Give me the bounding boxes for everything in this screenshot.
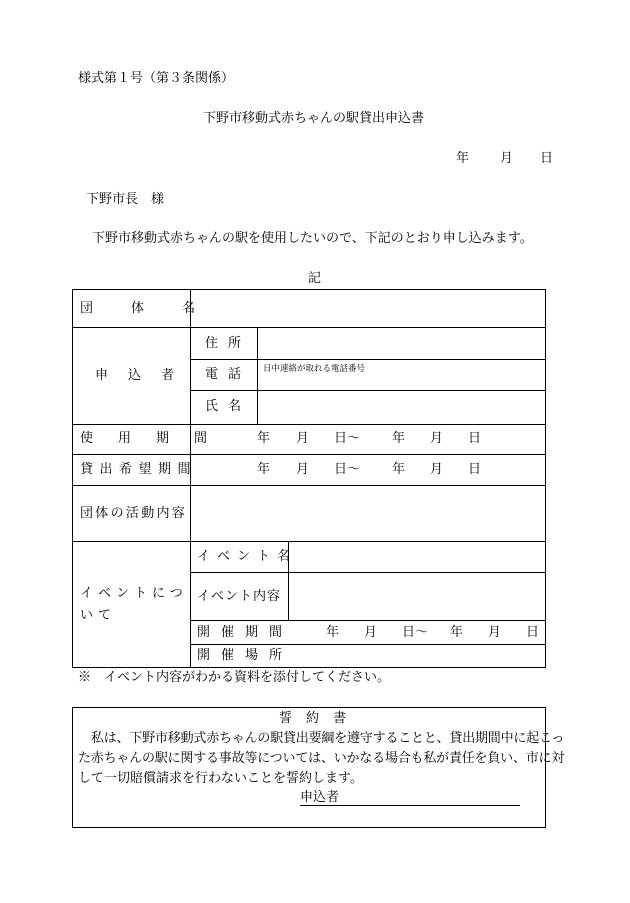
event-section-label: イベントについて — [80, 586, 188, 623]
date-day-label: 日 — [540, 151, 554, 166]
pledge-title: 誓約書 — [279, 711, 361, 726]
event-place-label: 開催場所 — [197, 648, 294, 663]
event-to-year: 年 — [450, 625, 464, 640]
event-from-month: 月 — [364, 625, 378, 640]
loan-from-month: 月 — [296, 462, 310, 477]
addressee: 下野市長 様 — [86, 192, 165, 207]
event-name-label: イベント名 — [197, 549, 298, 564]
signer-label: 申込者 — [300, 790, 340, 805]
date-month-label: 月 — [500, 151, 514, 166]
event-from-day: 日～ — [402, 625, 429, 640]
address-label: 住所 — [205, 336, 252, 351]
event-content-label: イベント内容 — [197, 589, 282, 604]
usage-from-day: 日～ — [334, 431, 361, 446]
form-number: 様式第１号（第３条関係） — [78, 71, 235, 86]
loan-to-year: 年 — [392, 462, 406, 477]
activity-label: 団体の活動内容 — [80, 506, 188, 521]
usage-period-dates — [190, 431, 546, 447]
event-to-day: 日 — [526, 625, 540, 640]
phone-note: 日中連絡が取れる電話番号 — [263, 364, 366, 374]
pledge-line-2: た赤ちゃんの駅に関する事故等については、いかなる場合も私が責任を負い、市に対 — [78, 751, 565, 766]
usage-to-year: 年 — [392, 431, 406, 446]
loan-to-day: 日 — [468, 462, 482, 477]
usage-from-year: 年 — [257, 431, 271, 446]
loan-period-dates — [190, 462, 546, 478]
usage-period-label: 使用期間 — [80, 431, 233, 446]
name-label: 氏名 — [205, 399, 252, 414]
pledge-line-3: して一切賠償請求を行わないことを誓約します。 — [78, 771, 363, 786]
applicant-label: 申込者 — [95, 368, 195, 383]
loan-to-month: 月 — [430, 462, 444, 477]
group-name-label — [80, 301, 234, 317]
usage-to-month: 月 — [430, 431, 444, 446]
loan-from-year: 年 — [257, 462, 271, 477]
event-period-label: 開催期間 — [197, 625, 294, 640]
usage-to-day: 日 — [468, 431, 482, 446]
ki-heading: 記 — [308, 271, 322, 286]
intro-text: 下野市移動式赤ちゃんの駅を使用したいので、下記のとおり申し込みます。 — [92, 231, 533, 246]
usage-from-month: 月 — [296, 431, 310, 446]
phone-label: 電話 — [205, 367, 252, 382]
loan-period-label: 貸出希望期間 — [80, 462, 198, 477]
footnote: ※ イベント内容がわかる資料を添付してください。 — [78, 670, 391, 685]
event-from-year: 年 — [326, 625, 340, 640]
group-name-label-text: 団体名 — [80, 301, 234, 316]
form-title: 下野市移動式赤ちゃんの駅貸出申込書 — [203, 111, 425, 126]
date-year-label: 年 — [456, 151, 470, 166]
signature-line — [300, 805, 520, 806]
event-period-dates — [190, 625, 546, 641]
event-to-month: 月 — [488, 625, 502, 640]
pledge-line-1: 私は、下野市移動式赤ちゃんの駅貸出要綱を遵守することと、貸出期間中に起こっ — [91, 731, 565, 746]
loan-from-day: 日～ — [334, 462, 361, 477]
